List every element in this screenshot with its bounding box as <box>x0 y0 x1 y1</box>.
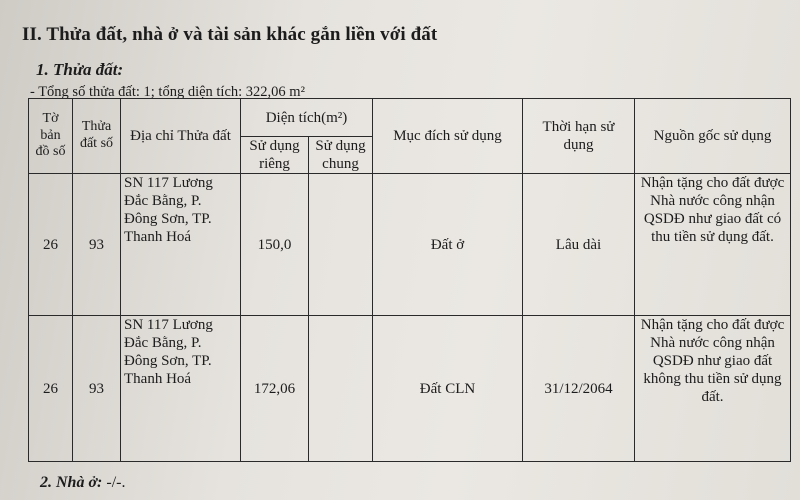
header-term: Thời hạn sử dụng <box>523 99 635 174</box>
cell-origin: Nhận tặng cho đất được Nhà nước công nhận QSDĐ như giao đất có thu tiền sử dụng đất. <box>635 174 791 316</box>
cell-origin: Nhận tặng cho đất được Nhà nước công nhận QSDĐ như giao đất không thu tiền sử dụng đất. <box>635 316 791 462</box>
header-area: Diện tích(m²) <box>241 99 373 137</box>
land-table <box>28 98 791 462</box>
header-area-private: Sử dụng riêng <box>241 137 309 174</box>
cell-address: SN 117 Lương Đắc Bằng, P. Đông Sơn, TP. Thanh Hoá <box>121 174 241 316</box>
cell-term: Lâu dài <box>523 174 635 316</box>
header-address: Địa chỉ Thửa đất <box>121 99 241 174</box>
header-area-shared: Sử dụng chung <box>309 137 373 174</box>
land-total-line: - Tổng số thửa đất: 1; tổng diện tích: 322,06 m² <box>30 84 305 100</box>
section-title: II. Thửa đất, nhà ở và tài sản khác gắn liền với đất <box>22 24 438 45</box>
header-parcel-no: Thửa đất số <box>73 99 121 174</box>
cell-area-shared <box>309 316 373 462</box>
house-line <box>40 474 125 492</box>
land-heading: 1. Thửa đất: <box>36 60 124 79</box>
cell-map-sheet: 26 <box>29 174 73 316</box>
header-origin: Nguồn gốc sử dụng <box>635 99 791 174</box>
cell-purpose: Đất ở <box>373 174 523 316</box>
cell-term: 31/12/2064 <box>523 316 635 462</box>
cell-purpose: Đất CLN <box>373 316 523 462</box>
cell-parcel-no: 93 <box>73 174 121 316</box>
cell-area-private: 172,06 <box>241 316 309 462</box>
cell-parcel-no: 93 <box>73 316 121 462</box>
table-row <box>29 316 791 462</box>
cell-map-sheet: 26 <box>29 316 73 462</box>
header-map-sheet: Tờ bản đồ số <box>29 99 73 174</box>
cell-area-shared <box>309 174 373 316</box>
house-heading: 2. Nhà ở: <box>40 474 103 491</box>
cell-area-private: 150,0 <box>241 174 309 316</box>
header-purpose: Mục đích sử dụng <box>373 99 523 174</box>
cell-address: SN 117 Lương Đắc Bằng, P. Đông Sơn, TP. Thanh Hoá <box>121 316 241 462</box>
house-value: -/-. <box>106 474 126 491</box>
table-row <box>29 174 791 316</box>
